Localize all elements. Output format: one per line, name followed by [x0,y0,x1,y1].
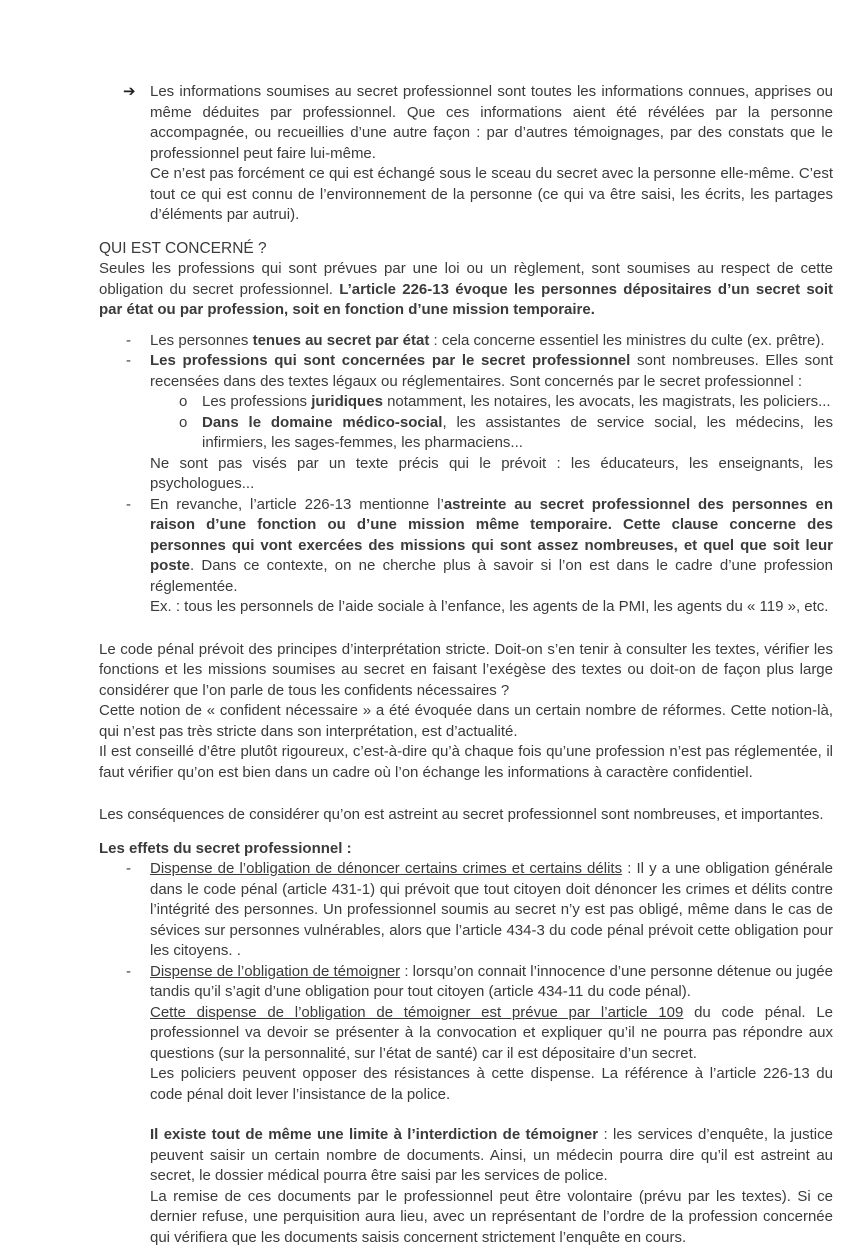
paragraph [99,1187,833,1248]
list-item-text: , les assistantes de service social, les médecins, les infirmiers, les sages-femmes, les pharmaciens... [202,414,833,452]
sub-list-item [99,413,833,454]
section-heading [99,239,833,260]
list-item-text-bold: astreinte au secret professionnel des personnes en raison d’une fonction ou d’une mission même temporaire. Cette clause concerne des personnes qui vont exercées des missions qui sont assez nombreuses, et quel que soit leur poste [150,496,833,575]
list-item [99,859,833,962]
paragraph [99,597,833,618]
list-item-text: Les professions [202,393,311,410]
list-item [99,331,833,352]
list-item-text: : Il y a une obligation générale dans le code pénal (article 431-1) qui prévoit que tout citoyen doit dénoncer les crimes et délits contre l’intégrité des personnes. Un professionnel soumis au secret n’y est pas obligé, même dans le cas de sévices sur personnes vulnérables, alors que l’article 434-3 du code pénal prévoit cette obligation pour les citoyens. . [150,860,833,959]
list-item [99,351,833,392]
paragraph [99,805,833,826]
list-item-text-bold: Dans le domaine médico-social [202,414,442,431]
list-item-text-bold: tenues au secret par état [253,332,430,349]
list-item-text: sont nombreuses. Elles sont recensées dans des textes légaux ou réglementaires. Sont concernés par le secret professionnel : [150,352,833,390]
paragraph [99,1064,833,1105]
paragraph-text-underline: Cette dispense de l’obligation de témoigner est prévue par l’article 109 [150,1004,683,1021]
paragraph-text: du code pénal. Le professionnel va devoir se présenter à la convocation et expliquer qu’il ne pourra pas répondre aux questions (sur la personnalité, sur l’état de santé) car il est dépositaire d’un secret. [150,1004,833,1062]
list-item-text: . Dans ce contexte, on ne cherche plus à savoir si l’on est dans le cadre d’une profession réglementée. [150,557,833,595]
paragraph-text: Les conséquences de considérer qu’on est astreint au secret professionnel sont nombreuses, et importantes. [99,806,824,823]
dash-bullet-icon: - [126,495,131,516]
list-item-text: : lorsqu’on connait l’innocence d’une personne détenue ou jugée tandis qu’il s’agit d’une obligation pour tout citoyen (article 434-11 du code pénal). [150,963,833,1001]
paragraph [99,259,833,321]
circle-bullet-icon: o [179,392,187,413]
list-item [99,962,833,1003]
list-item-text: notamment, les notaires, les avocats, les magistrats, les policiers... [383,393,831,410]
list-item-text-underline: Dispense de l’obligation de dénoncer certains crimes et certains délits [150,860,622,877]
paragraph [99,164,833,226]
paragraph [99,640,833,702]
list-item [99,495,833,598]
paragraph [99,839,833,860]
paragraph-text: Les policiers peuvent opposer des résistances à cette dispense. La référence à l’article 226-13 du code pénal doit lever l’insistance de la police. [150,1065,833,1103]
dash-bullet-icon: - [126,331,131,352]
paragraph-text: Seules les professions qui sont prévues par une loi ou un règlement, sont soumises au respect de cette obligation du secret professionnel. [99,260,833,298]
list-item-text: : cela concerne essentiel les ministres du culte (ex. prêtre). [429,332,824,349]
paragraph [99,1125,833,1187]
paragraph-text: Le code pénal prévoit des principes d’interprétation stricte. Doit-on s’en tenir à consulter les textes, vérifier les fonctions et les missions soumises au secret en faisant l’exégèse des textes ou doit-on de façon plus large considérer que l’on parle de tous les confidents nécessaires ? [99,641,833,699]
paragraph-text: Ce n’est pas forcément ce qui est échangé sous le sceau du secret avec la personne elle-même. C’est tout ce qui est connu de l’environnement de la personne (ce qui va être saisi, les écrits, les partages d’éléments par autrui). [150,165,833,223]
dash-bullet-icon: - [126,962,131,983]
arrow-right-icon: ➔ [123,81,136,102]
paragraph-text: La remise de ces documents par le professionnel peut être volontaire (prévu par les textes). Si ce dernier refuse, une perquisition aura lieu, avec un représentant de l’ordre de la profession concernée qui vérifiera que les documents saisis concernent strictement l’enquête en cours. [150,1188,833,1246]
paragraph-text-bold: Les effets du secret professionnel : [99,840,352,857]
paragraph-text: Ex. : tous les personnels de l’aide sociale à l’enfance, les agents de la PMI, les agents du « 119 », etc. [150,598,828,615]
paragraph-text: Ne sont pas visés par un texte précis qui le prévoit : les éducateurs, les enseignants, les psychologues... [150,455,833,493]
paragraph [99,454,833,495]
document-content [99,82,833,1248]
dash-bullet-icon: - [126,859,131,880]
list-item-text: Les personnes [150,332,253,349]
paragraph [99,742,833,783]
paragraph-text: Cette notion de « confident nécessaire » a été évoquée dans un certain nombre de réformes. Cette notion-là, qui n’est pas très stricte dans son interprétation, est d’actualité. [99,702,833,740]
paragraph-text: Les informations soumises au secret professionnel sont toutes les informations connues, apprises ou même déduites par professionnel. Que ces informations aient été révélées par la personne accompagnée, ou recueillies d’une autre façon : par d’autres témoignages, par des constats que le professionnel peut faire lui-même. [150,83,833,162]
paragraph-text: : les services d’enquête, la justice peuvent saisir un certain nombre de documents. Ainsi, un médecin pourra dire qu’il est astreint au secret, le dossier médical pourra être saisi par les services de police. [150,1126,833,1184]
arrow-bullet-item [99,82,833,164]
list-item-text: En revanche, l’article 226-13 mentionne l’ [150,496,444,513]
paragraph-text-bold: L’article 226-13 évoque les personnes dépositaires d’un secret soit par état ou par profession, soit en fonction d’une mission temporaire. [99,281,833,319]
paragraph-text-bold: Il existe tout de même une limite à l’interdiction de témoigner [150,1126,598,1143]
sub-list-item [99,392,833,413]
list-item-text-bold: juridiques [311,393,383,410]
paragraph [99,1003,833,1065]
paragraph-text: Il est conseillé d’être plutôt rigoureux, c’est-à-dire qu’à chaque fois qu’une profession n’est pas réglementée, il faut vérifier qu’on est bien dans un cadre où l’on échange les informations à caractère confidentiel. [99,743,833,781]
paragraph [99,701,833,742]
list-item-text-bold: Les professions qui sont concernées par le secret professionnel [150,352,630,369]
heading-text: QUI EST CONCERNÉ ? [99,240,267,257]
dash-bullet-icon: - [126,351,131,372]
list-item-text-underline: Dispense de l’obligation de témoigner [150,963,400,980]
circle-bullet-icon: o [179,413,187,434]
